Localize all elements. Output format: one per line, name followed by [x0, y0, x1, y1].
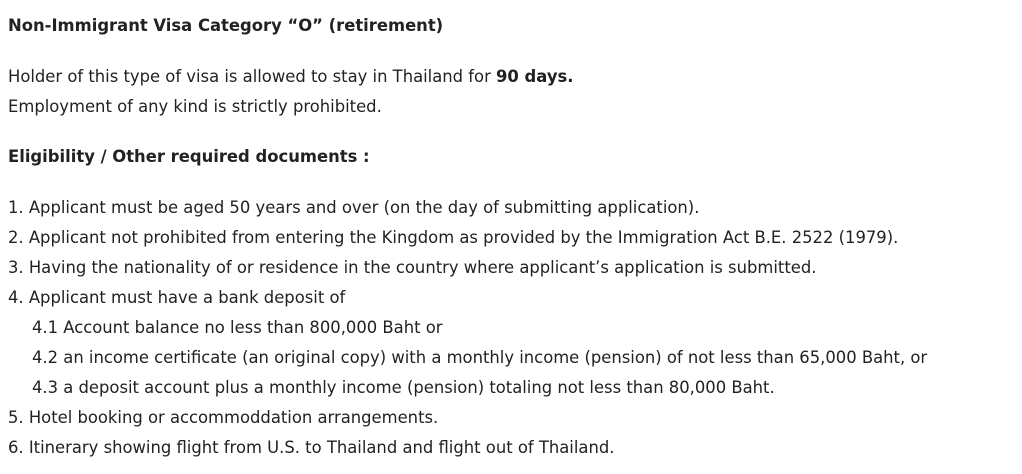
requirement-item: 1. Applicant must be aged 50 years and over (on the day of submitting application). [8, 198, 700, 217]
requirement-item: 4. Applicant must have a bank deposit of [8, 288, 346, 307]
stay-duration-prefix: Holder of this type of visa is allowed to stay in Thailand for [8, 67, 497, 86]
bank-option-item: 4.3 a deposit account plus a monthly income (pension) totaling not less than 80,000 Baht. [32, 378, 775, 397]
eligibility-heading: Eligibility / Other required documents : [8, 147, 370, 166]
page-title: Non-Immigrant Visa Category “O” (retirement) [8, 16, 444, 35]
employment-note: Employment of any kind is strictly prohibited. [8, 97, 382, 116]
requirement-item: 6. Itinerary showing flight from U.S. to Thailand and flight out of Thailand. [8, 438, 615, 457]
requirement-item: 2. Applicant not prohibited from entering the Kingdom as provided by the Immigration Act B.E. 2522 (1979). [8, 228, 899, 247]
stay-duration-days: 90 days. [496, 67, 574, 86]
bank-option-item: 4.1 Account balance no less than 800,000 Baht or [32, 318, 443, 337]
requirement-item: 5. Hotel booking or accommoddation arrangements. [8, 408, 439, 427]
bank-option-item: 4.2 an income certificate (an original copy) with a monthly income (pension) of not less than 65,000 Baht, or [32, 348, 928, 367]
stay-duration-text [8, 65, 574, 89]
requirement-item: 3. Having the nationality of or residence in the country where applicant’s application is submitted. [8, 258, 817, 277]
